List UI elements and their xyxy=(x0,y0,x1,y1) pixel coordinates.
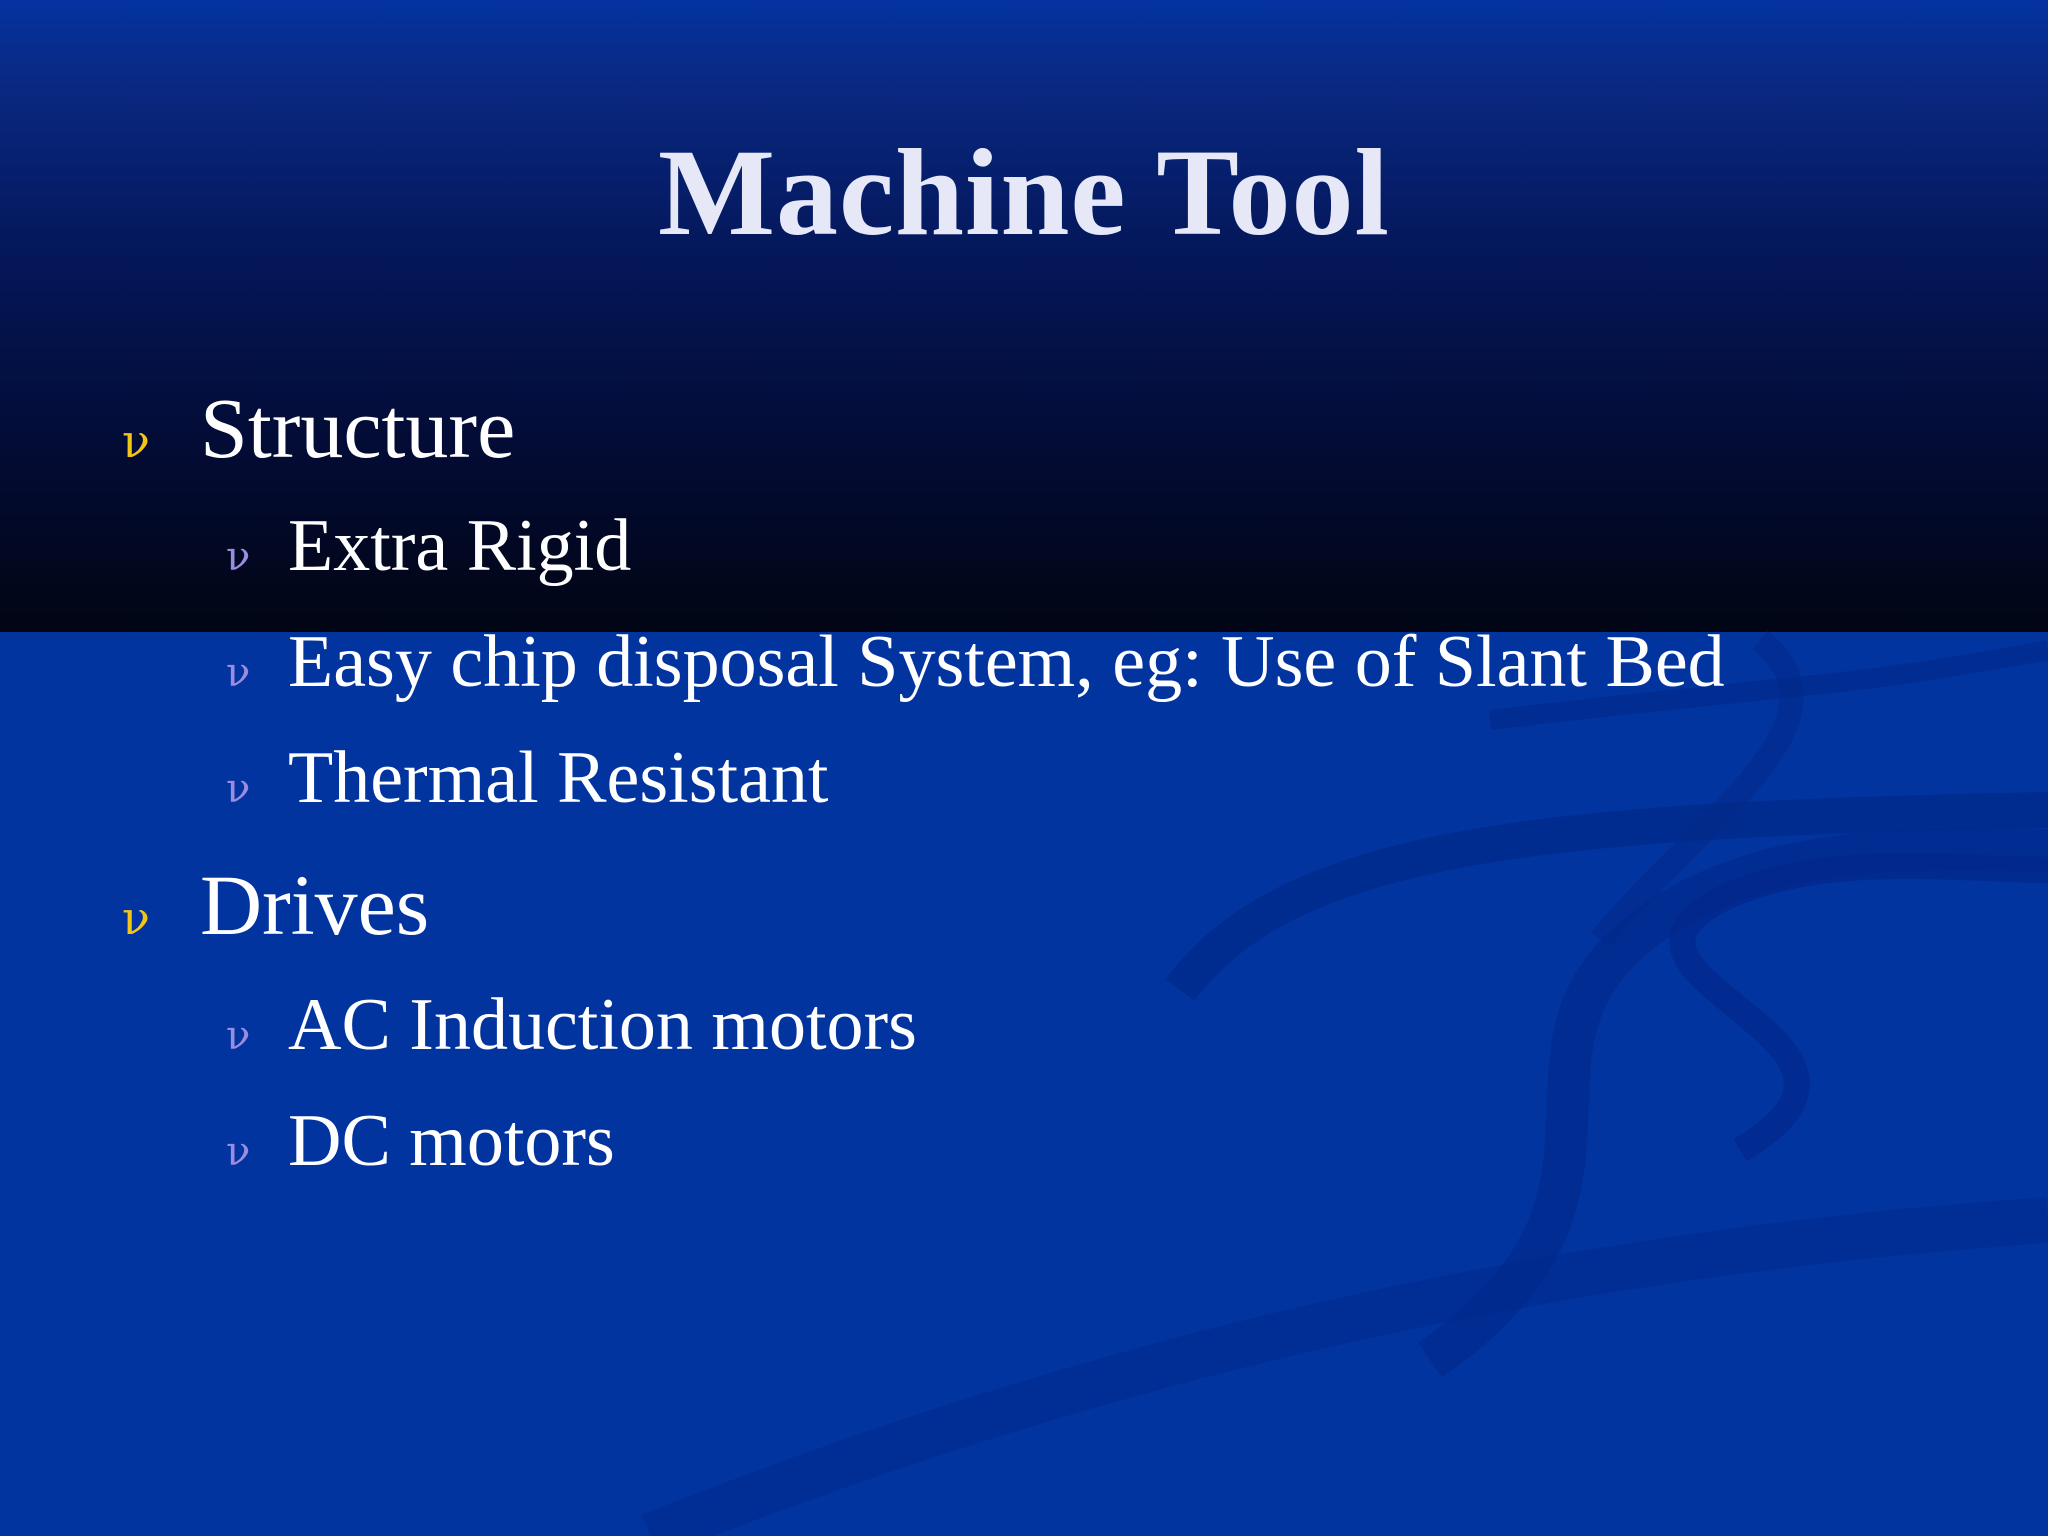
bullet-drives xyxy=(122,855,429,968)
bullet-marker: ν xyxy=(226,766,251,812)
bullet-text: AC Induction motors xyxy=(288,984,917,1066)
bullet-ac-induction-motors xyxy=(226,980,917,1081)
bullet-marker: ν xyxy=(226,650,251,696)
bullet-text: DC motors xyxy=(288,1100,615,1182)
bullet-thermal-resistant xyxy=(226,733,828,834)
bullet-structure xyxy=(122,378,515,491)
bullet-marker: ν xyxy=(122,414,150,468)
bullet-marker: ν xyxy=(226,534,251,580)
bullet-marker: ν xyxy=(122,891,150,945)
bullet-text: Easy chip disposal System, eg: Use of Slant Bed xyxy=(288,621,1725,703)
bullet-text: Structure xyxy=(200,380,516,476)
bullet-marker: ν xyxy=(226,1129,251,1175)
bullet-extra-rigid xyxy=(226,501,631,602)
bullet-marker: ν xyxy=(226,1013,251,1059)
bullet-text: Thermal Resistant xyxy=(288,737,829,819)
bullet-text: Extra Rigid xyxy=(288,505,632,587)
bullet-easy-chip-disposal xyxy=(226,617,1725,718)
bullet-dc-motors xyxy=(226,1096,615,1197)
slide-title: Machine Tool xyxy=(657,124,1391,261)
bullet-text: Drives xyxy=(200,857,430,953)
